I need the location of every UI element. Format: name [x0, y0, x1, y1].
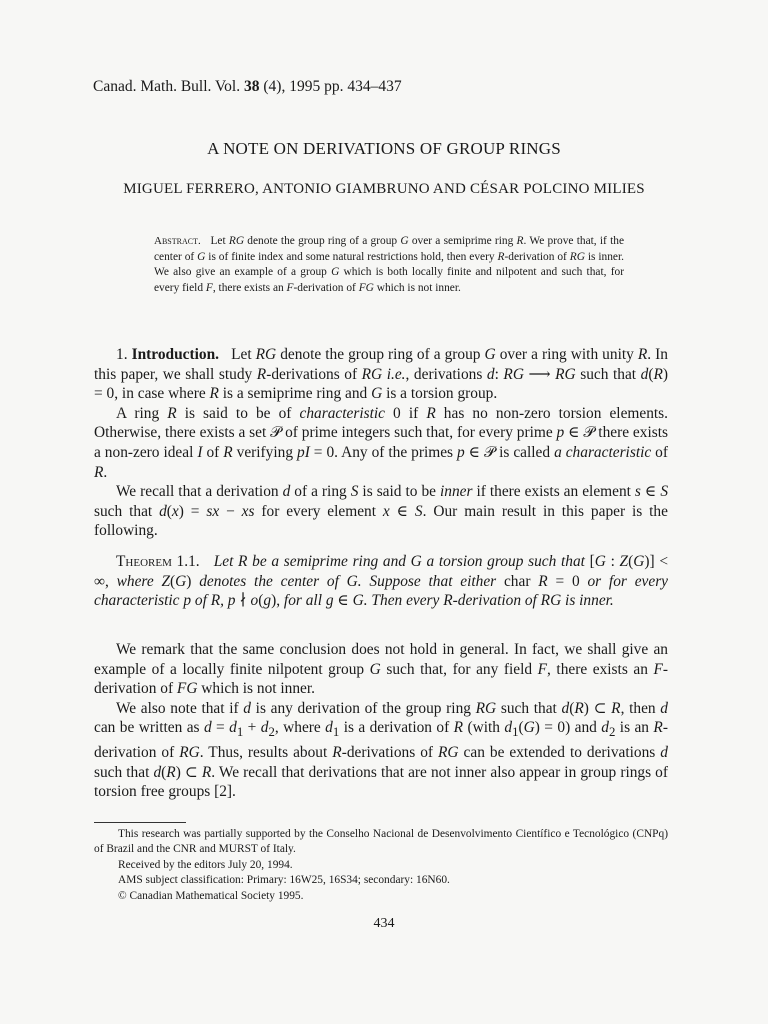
journal-name: Canad. Math. Bull. Vol. — [93, 78, 241, 95]
theorem-block — [94, 552, 668, 611]
journal-volume: 38 — [244, 78, 260, 95]
intro-paragraph-2: A ring R is said to be of characteristic 0 if R has no non-zero torsion elements. Otherwise, there exists a set 𝒫 of prime integers such that, for every prime p ∈ 𝒫 there exists a non-zero ideal I of R verifying pI = 0. Any of the primes p ∈ 𝒫 is called a characteristic of R. — [94, 404, 669, 481]
theorem-label: Theorem 1.1. — [116, 553, 200, 570]
footnote-received: Received by the editors July 20, 1994. — [118, 858, 293, 871]
theorem-text: Let R be a semiprime ring and G a torsion group such that [G : Z(G)] < ∞, where Z(G) denotes the center of G. Suppose that either char R = 0 or for every characteristic p of R, p ∤ o(g), for all g ∈ G. Then every R-derivation of RG is inner. — [94, 553, 669, 610]
remarks-section — [94, 640, 668, 802]
abstract — [154, 234, 624, 296]
abstract-text: Let RG denote the group ring of a group G over a semiprime ring R. We prove that, if the center of G is of finite index and some natural restrictions hold, then every R-derivation of RG is inner. We also give an example of a group G which is both locally finite and nilpotent and such that, for every field F, there exists an F-derivation of FG which is not inner. — [154, 235, 624, 294]
footnote-ams-classification: AMS subject classification: Primary: 16W25, 16S34; secondary: 16N60. — [118, 874, 450, 887]
abstract-label: Abstract. — [154, 235, 201, 247]
intro-paragraph-1 — [94, 345, 668, 404]
remark-paragraph-1: We remark that the same conclusion does not hold in general. In fact, we shall give an example of a locally finite nilpotent group G such that, for any field F, there exists an F-derivation of FG which is not inner. — [94, 641, 668, 698]
intro-paragraph-1-text: Let RG denote the group ring of a group G over a ring with unity R. In this paper, we shall study R-derivations of RG i.e., derivations d: RG ⟶ RG such that d(R) = 0, in case where R is a semiprime ring and G is a torsion group. — [94, 346, 669, 403]
remark-paragraph-2: We also note that if d is any derivation of the group ring RG such that d(R) ⊂ R, then d can be written as $d = d_1 + d_2$, where $d_1$ is a derivation of R (with $d_1(G) = 0$) and $d_2$ is an R-derivation of RG. Thus, results about R-derivations of RG can be extended to derivations d such that d(R) ⊂ R. We recall that derivations that are not inner also appear in group rings of torsion free groups [2]. — [94, 699, 668, 801]
journal-issue-pages: (4), 1995 pp. 434–437 — [259, 78, 402, 95]
theorem-paragraph — [94, 552, 668, 611]
introduction-section — [94, 345, 668, 541]
footnote-divider — [94, 822, 186, 823]
journal-header — [93, 78, 402, 96]
footnotes — [94, 827, 668, 904]
paper-title: A NOTE ON DERIVATIONS OF GROUP RINGS — [207, 139, 561, 158]
section-number: 1. — [116, 346, 128, 363]
footnote-support: This research was partially supported by the Conselho Nacional de Desenvolvimento Científico e Tecnológico (CNPq) of Brazil and the CNR and MURST of Italy. — [94, 828, 668, 856]
footnote-copyright: © Canadian Mathematical Society 1995. — [118, 889, 304, 902]
page-number: 434 — [373, 916, 395, 931]
intro-paragraph-3: We recall that a derivation d of a ring S is said to be inner if there exists an element s ∈ S such that d(x) = sx − xs for every element x ∈ S. Our main result in this paper is the following. — [94, 483, 669, 540]
section-heading: Introduction. — [131, 346, 219, 363]
paper-authors: MIGUEL FERRERO, ANTONIO GIAMBRUNO AND CÉSAR POLCINO MILIES — [123, 181, 645, 197]
